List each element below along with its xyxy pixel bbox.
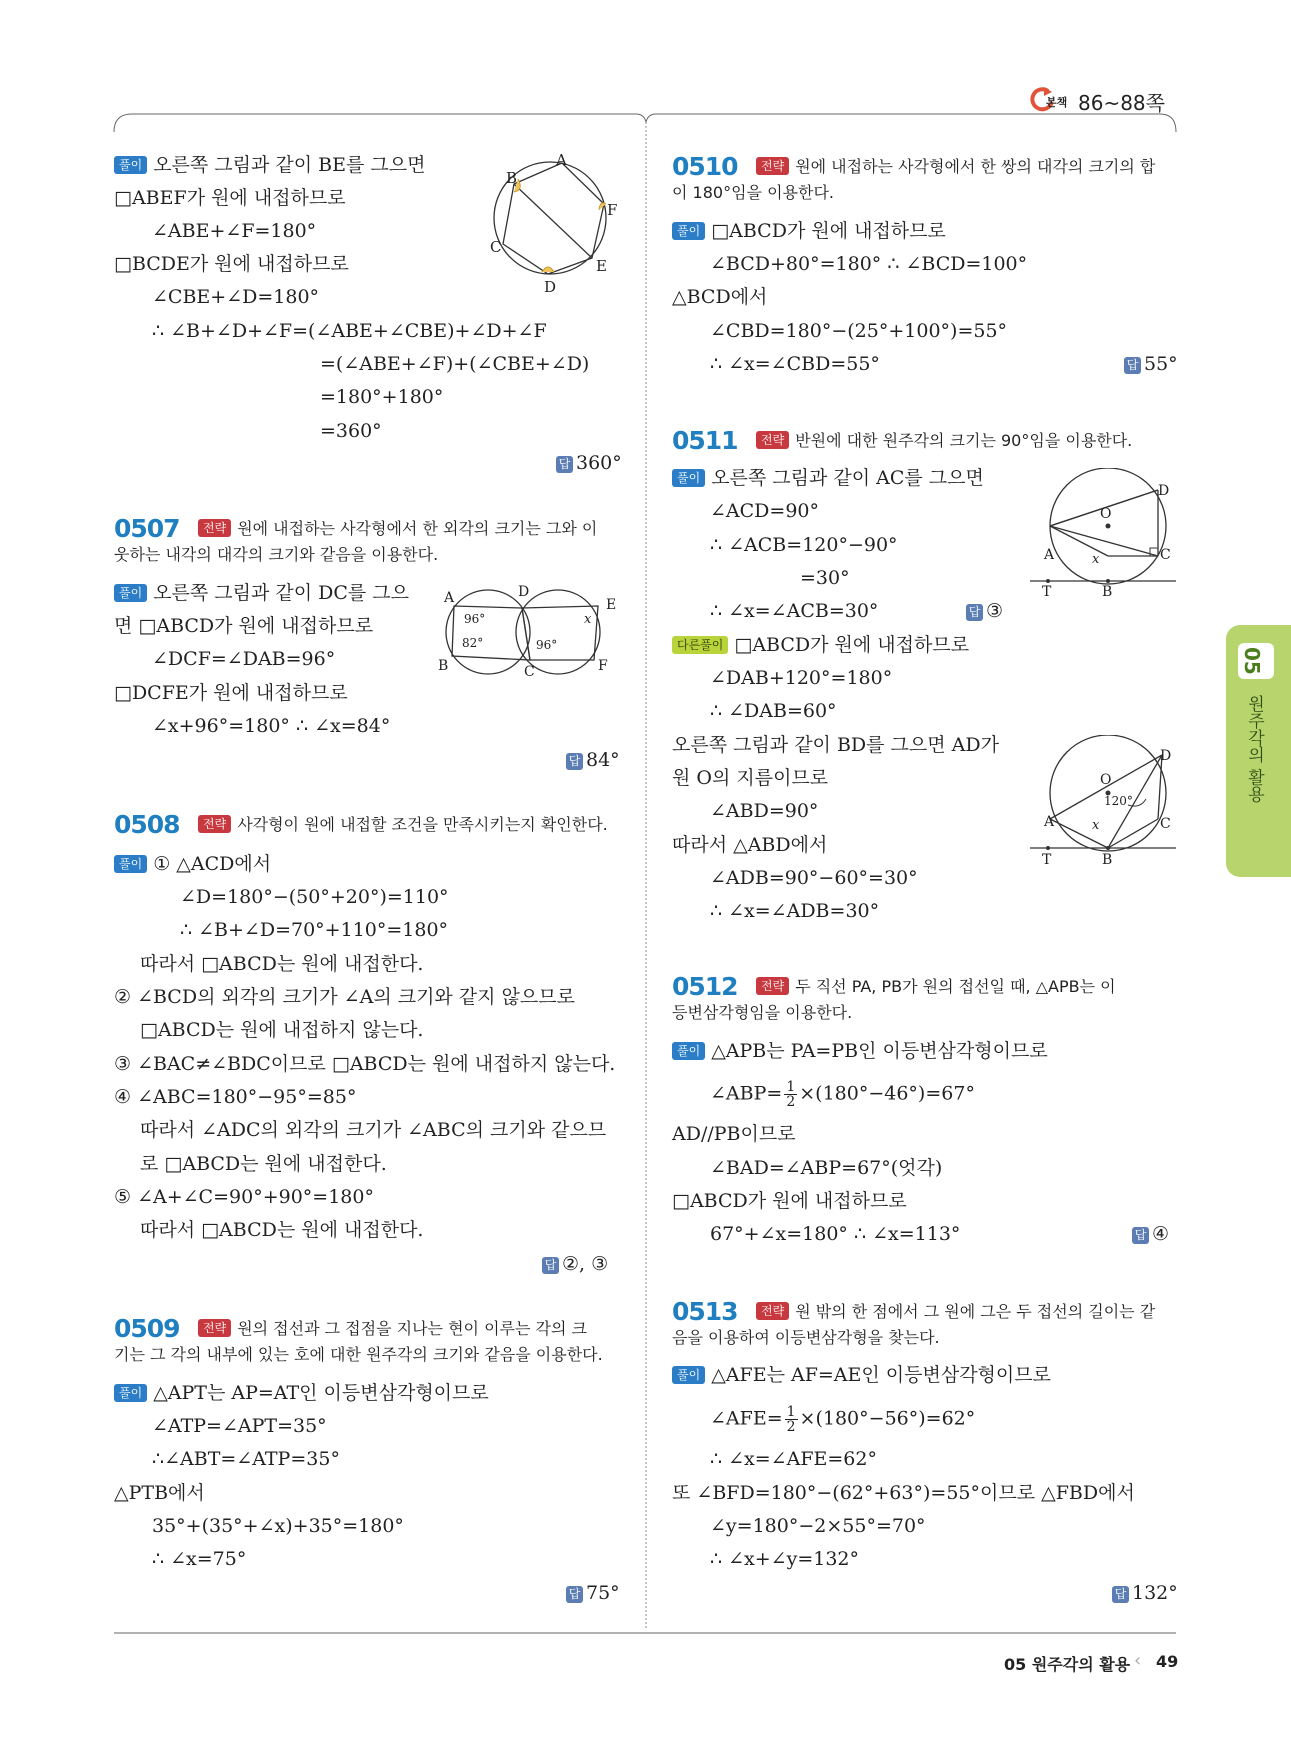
solution-line: ∴ ∠x=∠AFE=62°	[710, 1448, 877, 1470]
figure-label: C	[1160, 816, 1171, 832]
solution-line: 풀이 △APT는 AP=AT인 이등변삼각형이므로	[114, 1381, 489, 1405]
solution-line: ⑤ ∠A+∠C=90°+90°=180°	[114, 1186, 374, 1208]
problem-number: 0513	[672, 1297, 738, 1326]
figure-label: D	[1160, 748, 1172, 764]
problem-number: 0507	[114, 514, 180, 543]
solution-line: ∠AFE= $\frac{1}{2}$ ×(180°−56°)=62°	[710, 1404, 976, 1435]
figure-label: C	[1160, 547, 1171, 563]
solution-line: =30°	[800, 567, 850, 589]
problem-number: 0509	[114, 1314, 180, 1343]
solution-line: □ABCD가 원에 내접하므로	[672, 1190, 907, 1212]
alt-solution-line: 다른풀이 □ABCD가 원에 내접하므로	[672, 633, 969, 657]
solution-line: ∴ ∠x+∠y=132°	[710, 1548, 860, 1570]
solution-line: ④ ∠ABC=180°−95°=85°	[114, 1086, 357, 1108]
strategy-text: 음을 이용하여 이등변삼각형을 찾는다.	[672, 1328, 940, 1347]
solution-line: 원 O의 지름이므로	[672, 767, 829, 789]
solution-line: =(∠ABE+∠F)+(∠CBE+∠D)	[320, 353, 590, 375]
strategy-text: 이 180°임을 이용한다.	[672, 183, 834, 202]
solution-line: ∴ ∠x=75°	[152, 1548, 247, 1570]
answer-icon: 답	[566, 1586, 583, 1603]
page-ref-label: 본책	[1046, 96, 1068, 109]
solution-line: ③ ∠BAC≠∠BDC이므로 □ABCD는 원에 내접하지 않는다.	[114, 1053, 616, 1075]
solution-tag: 풀이	[672, 1366, 705, 1384]
solution-line: □DCFE가 원에 내접하므로	[114, 682, 348, 704]
answer: 답 360°	[556, 452, 622, 474]
strategy-text: 전략 두 직선 PA, PB가 원의 접선일 때, △APB는 이	[756, 974, 1116, 1000]
figure-label: D	[544, 278, 557, 296]
problem-number: 0510	[672, 152, 738, 181]
strategy-tag: 전략	[198, 519, 231, 537]
answer: 답 ③	[966, 600, 1003, 622]
solution-line: ∠BCD+80°=180° ∴ ∠BCD=100°	[710, 253, 1028, 275]
solution-tag: 풀이	[114, 584, 147, 602]
solution-tag: 풀이	[672, 469, 705, 487]
figure-label: T	[1042, 584, 1052, 600]
solution-tag: 풀이	[114, 156, 147, 174]
solution-tag: 풀이	[672, 222, 705, 240]
answer-icon: 답	[542, 1257, 559, 1274]
solution-line: 또 ∠BFD=180°−(62°+63°)=55°이므로 △FBD에서	[672, 1482, 1135, 1504]
solution-line: ∠BAD=∠ABP=67°(엇각)	[710, 1157, 943, 1179]
solution-line: =180°+180°	[320, 386, 444, 408]
answer-icon: 답	[1124, 357, 1141, 374]
solution-line: ∴ ∠DAB=60°	[710, 700, 837, 722]
figure-label: A	[556, 151, 567, 169]
alt-solution-tag: 다른풀이	[672, 636, 728, 654]
strategy-text: 전략 사각형이 원에 내접할 조건을 만족시키는지 확인한다.	[198, 812, 608, 838]
figure-label: T	[1042, 852, 1052, 868]
answer: 답 84°	[566, 749, 620, 771]
solution-line: ∠CBE+∠D=180°	[152, 286, 320, 308]
chapter-number: 05	[1240, 647, 1264, 675]
page-number: 49	[1156, 1652, 1179, 1671]
answer: 답 ④	[1132, 1223, 1169, 1245]
figure-label: D	[518, 584, 530, 600]
solution-line: 풀이 □ABCD가 원에 내접하므로	[672, 219, 946, 243]
figure-label: O	[1100, 772, 1112, 788]
solution-tag: 풀이	[672, 1042, 705, 1060]
chapter-side-tab[interactable]	[1226, 625, 1291, 877]
figure-label: B	[1102, 584, 1113, 600]
answer-icon: 답	[556, 456, 573, 473]
figure-label: D	[1158, 483, 1170, 499]
strategy-text: 기는 그 각의 내부에 있는 호에 대한 원주각의 크기와 같음을 이용한다.	[114, 1345, 603, 1364]
problem-number: 0508	[114, 810, 180, 839]
answer: 답 55°	[1124, 353, 1178, 375]
solution-line: ∠x+96°=180° ∴ ∠x=84°	[152, 715, 391, 737]
solution-line: ∠CBD=180°−(25°+100°)=55°	[710, 320, 1008, 342]
solution-line: 풀이 △APB는 PA=PB인 이등변삼각형이므로	[672, 1039, 1048, 1063]
figure-label: B	[506, 169, 518, 187]
solution-line: ∠DAB+120°=180°	[710, 667, 893, 689]
figure-label: 96°	[464, 612, 486, 626]
figure-label: x	[1092, 818, 1100, 833]
strategy-tag: 전략	[756, 157, 789, 175]
answer-icon: 답	[1132, 1227, 1149, 1244]
figure-label: O	[1100, 506, 1112, 522]
strategy-text: 전략 원에 내접하는 사각형에서 한 외각의 크기는 그와 이	[198, 516, 597, 542]
fraction: $\frac{1}{2}$	[786, 1079, 796, 1110]
chapter-title: 원주각의 활용	[1244, 695, 1264, 803]
figure-label: E	[606, 597, 617, 613]
solution-line: □BCDE가 원에 내접하므로	[114, 253, 349, 275]
strategy-tag: 전략	[756, 977, 789, 995]
strategy-text: 전략 원에 내접하는 사각형에서 한 쌍의 대각의 크기의 합	[756, 154, 1155, 180]
solution-line: ∠DCF=∠DAB=96°	[152, 648, 336, 670]
solution-line: 면 □ABCD가 원에 내접하므로	[114, 615, 374, 637]
solution-line: △BCD에서	[672, 286, 768, 308]
solution-line: 풀이 오른쪽 그림과 같이 DC를 그으	[114, 581, 409, 605]
page-header	[1030, 86, 1170, 114]
solution-line: ∠ABP= $\frac{1}{2}$ ×(180°−46°)=67°	[710, 1079, 975, 1110]
solution-line: =360°	[320, 420, 382, 442]
solution-line: ∠ACD=90°	[710, 500, 820, 522]
solution-line: ∠ATP=∠APT=35°	[152, 1415, 327, 1437]
solution-line: 로 □ABCD는 원에 내접한다.	[140, 1153, 387, 1175]
figure-label: C	[524, 664, 535, 680]
solution-line: 풀이 △AFE는 AF=AE인 이등변삼각형이므로	[672, 1363, 1051, 1387]
solution-line: 따라서 △ABD에서	[672, 834, 828, 856]
figure-label: 96°	[536, 638, 558, 652]
solution-line: 따라서 ∠ADC의 외각의 크기가 ∠ABC의 크기와 같으므	[140, 1119, 607, 1141]
problem-number: 0511	[672, 426, 738, 455]
answer: 답 ②, ③	[542, 1253, 608, 1275]
solution-line: ∴∠ABT=∠ATP=35°	[152, 1448, 340, 1470]
figure-label: A	[1044, 814, 1055, 830]
solution-tag: 풀이	[114, 855, 147, 873]
solution-line: 풀이 ① △ACD에서	[114, 852, 271, 876]
solution-tag: 풀이	[114, 1384, 147, 1402]
solution-line: AD//PB이므로	[672, 1123, 796, 1145]
answer-icon: 답	[566, 753, 583, 770]
footer-chevron-icon: ‹	[1134, 1650, 1142, 1671]
answer-icon: 답	[966, 604, 983, 621]
strategy-text: 전략 원의 접선과 그 접점을 지나는 현이 이루는 각의 크	[198, 1316, 587, 1342]
figure-label: C	[490, 238, 502, 256]
solution-line: ∴ ∠x=∠ACB=30°	[710, 600, 879, 622]
solution-line: ② ∠BCD의 외각의 크기가 ∠A의 크기와 같지 않으므로	[114, 986, 575, 1008]
solution-line: ∠ABD=90°	[710, 800, 819, 822]
strategy-tag: 전략	[198, 1319, 231, 1337]
solution-line: □ABEF가 원에 내접하므로	[114, 187, 346, 209]
solution-line: 따라서 □ABCD는 원에 내접한다.	[140, 953, 424, 975]
figure-label: 120°	[1104, 794, 1133, 808]
answer-icon: 답	[1112, 1586, 1129, 1603]
figure-label: A	[1044, 547, 1055, 563]
figure-label: B	[438, 658, 449, 674]
strategy-text: 웃하는 내각의 대각의 크기와 같음을 이용한다.	[114, 545, 439, 564]
solution-line: 35°+(35°+∠x)+35°=180°	[152, 1515, 404, 1537]
solution-line: ∴ ∠ACB=120°−90°	[710, 534, 898, 556]
strategy-text: 등변삼각형임을 이용한다.	[672, 1003, 853, 1022]
solution-line: □ABCD는 원에 내접하지 않는다.	[140, 1019, 424, 1041]
answer: 답 75°	[566, 1582, 620, 1604]
strategy-text: 전략 원 밖의 한 점에서 그 원에 그은 두 접선의 길이는 같	[756, 1299, 1155, 1325]
fraction: $\frac{1}{2}$	[786, 1404, 796, 1435]
solution-line: ∴ ∠x=∠ADB=30°	[710, 900, 880, 922]
solution-line: ∴ ∠B+∠D+∠F=(∠ABE+∠CBE)+∠D+∠F	[152, 320, 547, 342]
figure-label: E	[596, 257, 607, 275]
strategy-tag: 전략	[756, 1302, 789, 1320]
problem-number: 0512	[672, 972, 738, 1001]
page-ref-range: 86~88쪽	[1078, 91, 1165, 115]
solution-line: △PTB에서	[114, 1482, 205, 1504]
figure-label: F	[607, 201, 618, 219]
solution-line: ∴ ∠x=∠CBD=55°	[710, 353, 880, 375]
solution-line: 따라서 □ABCD는 원에 내접한다.	[140, 1219, 424, 1241]
solution-line: 오른쪽 그림과 같이 BD를 그으면 AD가	[672, 734, 999, 756]
solution-line: ∴ ∠B+∠D=70°+110°=180°	[180, 919, 449, 941]
solution-line: 67°+∠x=180° ∴ ∠x=113°	[710, 1223, 961, 1245]
strategy-tag: 전략	[756, 431, 789, 449]
figure-label: A	[444, 590, 455, 606]
solution-line: ∠y=180°−2×55°=70°	[710, 1515, 926, 1537]
solution-line: ∠D=180°−(50°+20°)=110°	[180, 886, 449, 908]
solution-line: ∠ABE+∠F=180°	[152, 220, 317, 242]
solution-line: ∠ADB=90°−60°=30°	[710, 867, 918, 889]
answer: 답 132°	[1112, 1582, 1178, 1604]
strategy-text: 전략 반원에 대한 원주각의 크기는 90°임을 이용한다.	[756, 428, 1132, 454]
figure-label: x	[584, 612, 592, 627]
footer-chapter: 05 원주각의 활용	[1004, 1655, 1131, 1674]
figure-label: F	[598, 658, 608, 674]
solution-line: 풀이 오른쪽 그림과 같이 BE를 그으면	[114, 153, 425, 177]
figure-label: x	[1092, 552, 1100, 567]
figure-label: 82°	[462, 636, 484, 650]
strategy-tag: 전략	[198, 815, 231, 833]
solution-line: 풀이 오른쪽 그림과 같이 AC를 그으면	[672, 466, 984, 490]
figure-label: B	[1102, 852, 1113, 868]
